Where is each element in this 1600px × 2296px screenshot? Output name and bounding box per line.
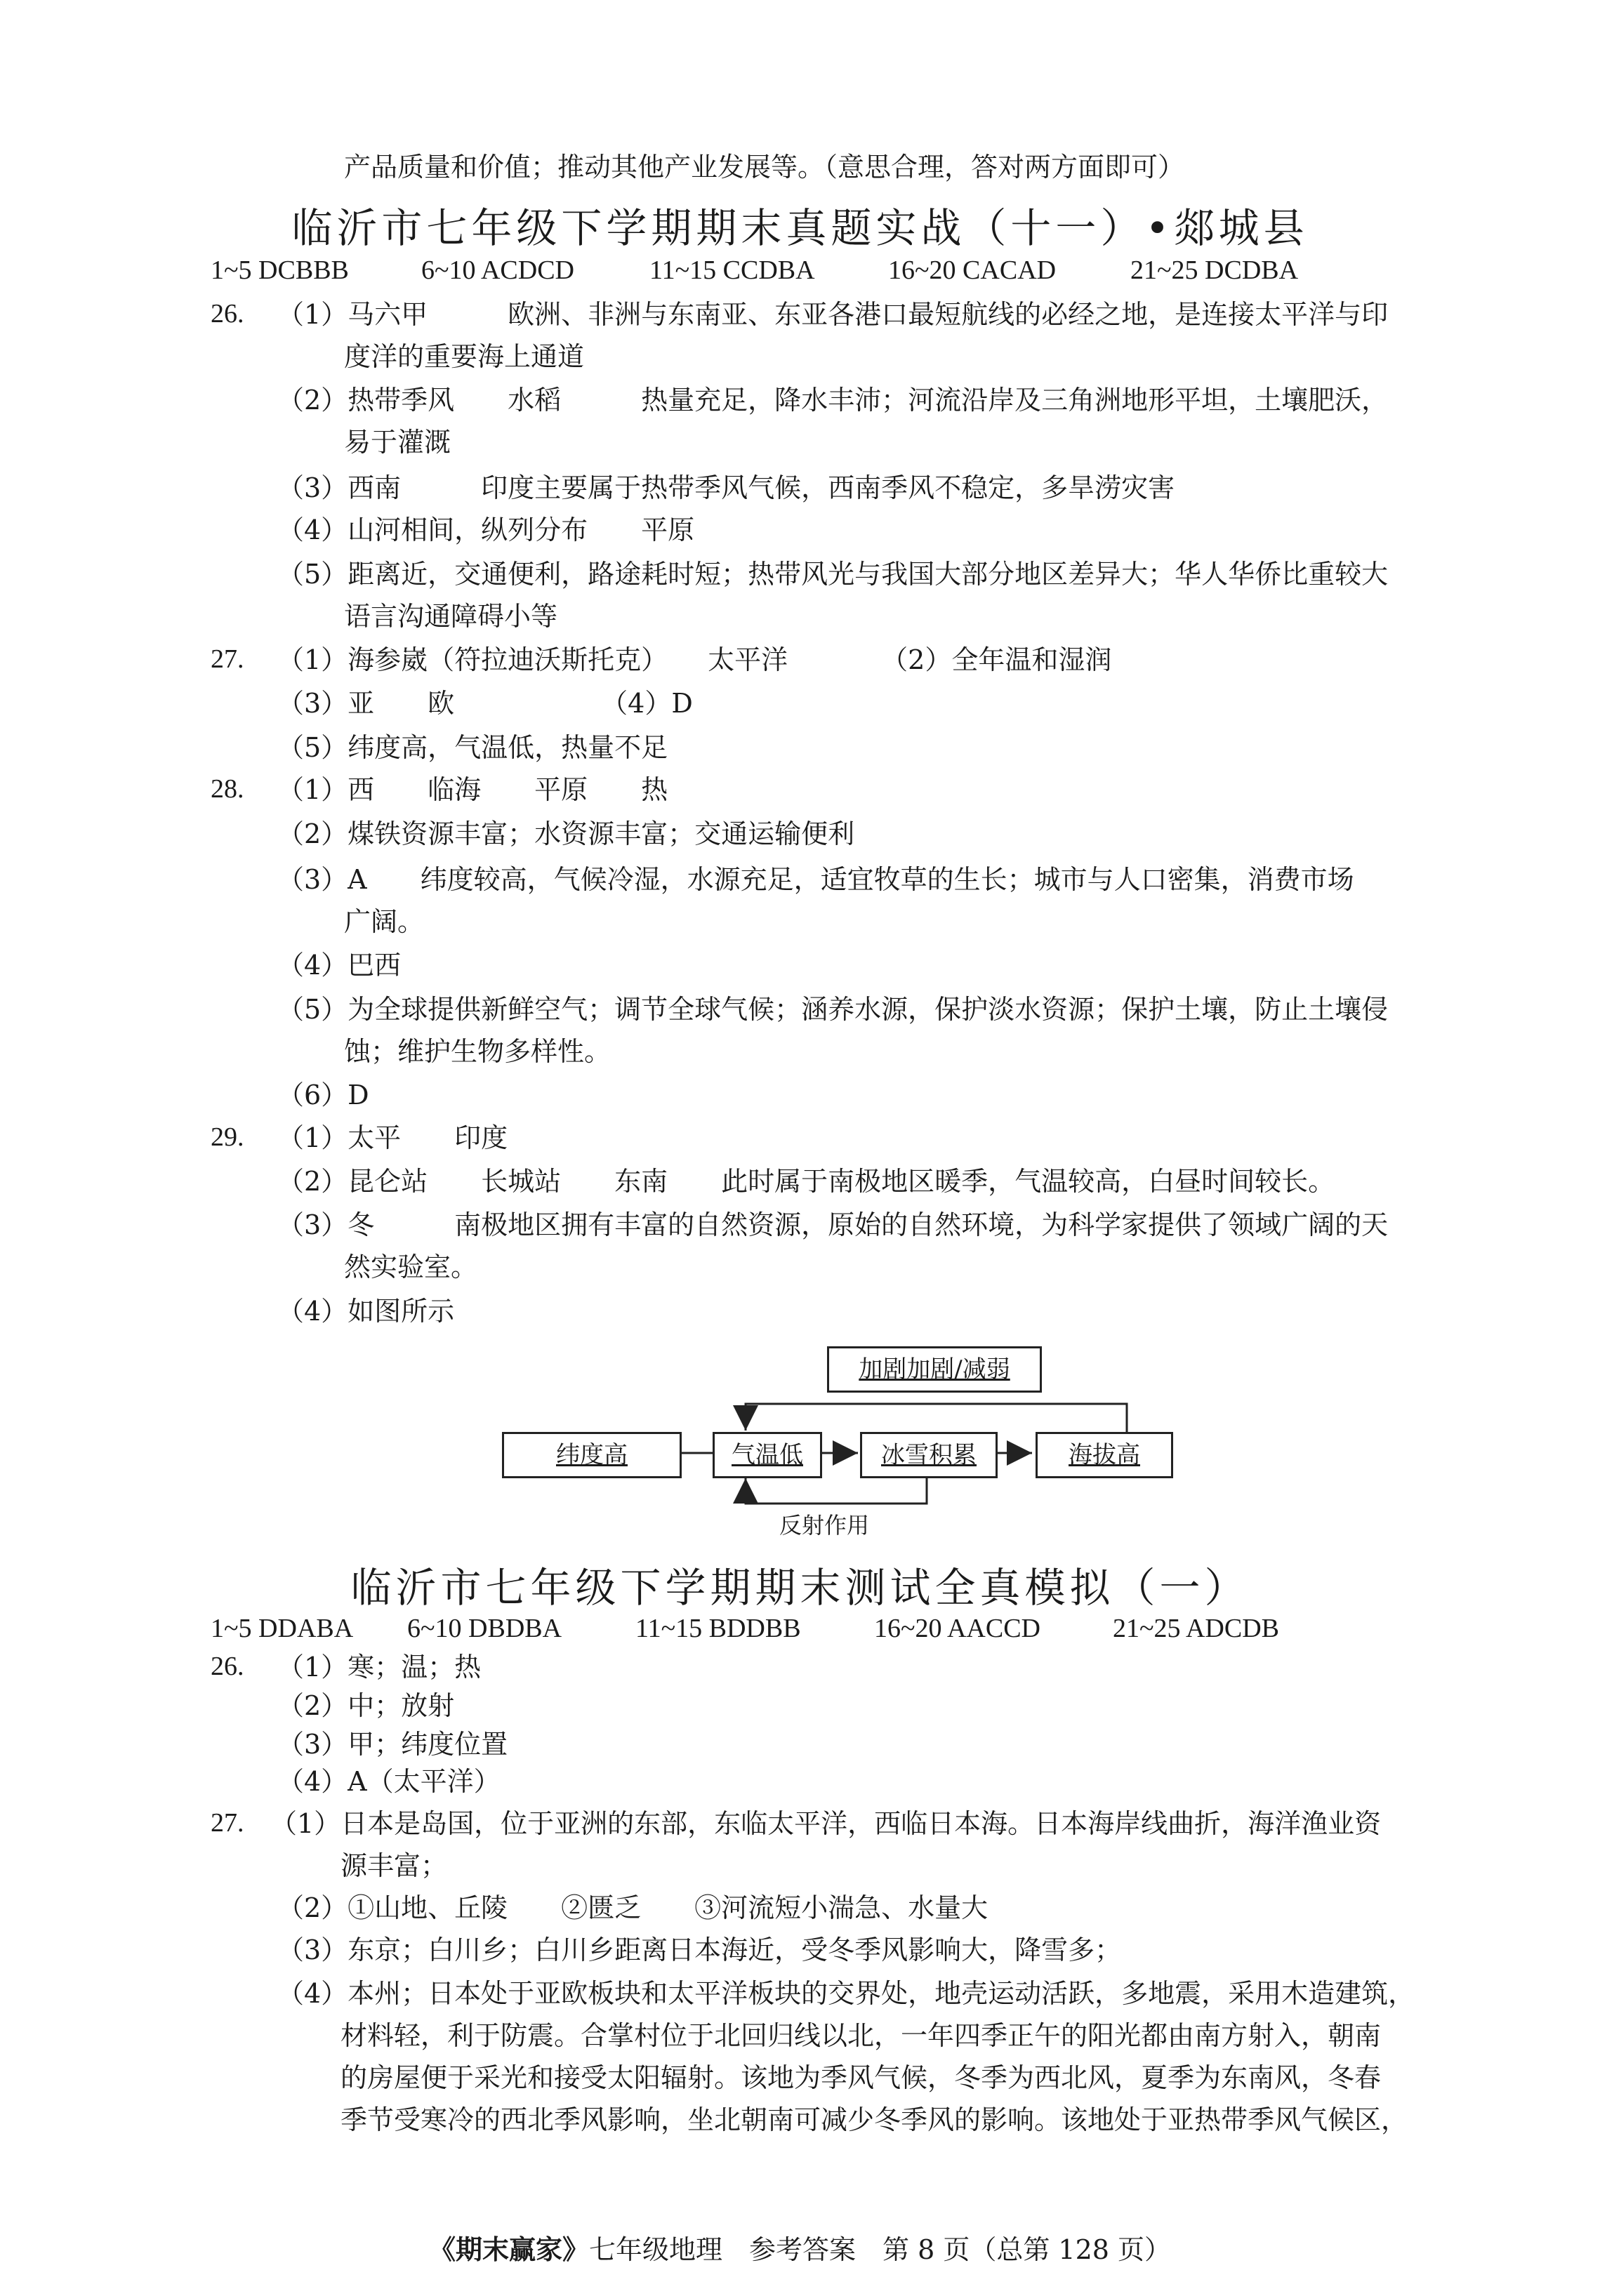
answer-line: （5）纬度高，气温低，热量不足 <box>277 732 668 763</box>
flow-diagram <box>491 1341 1179 1544</box>
answer-line: 季节受寒冷的西北季风影响，坐北朝南可减少冬季风的影响。该地处于亚热带季风气候区， <box>341 2104 1408 2135</box>
mc-group: 16~20 CACAD <box>888 256 1057 285</box>
answer-line: （5）距离近，交通便利，路途耗时短；热带风光与我国大部分地区差异大；华人华侨比重较大 <box>277 559 1389 590</box>
answer-line: （3）甲；纬度位置 <box>277 1729 508 1760</box>
answer-line: 语言沟通障碍小等 <box>344 601 558 632</box>
answer-line: （3）冬 南极地区拥有丰富的自然资源，原始的自然环境，为科学家提供了领域广阔的天 <box>277 1209 1389 1240</box>
diagram-top-box: 加剧加剧/减弱 <box>827 1346 1042 1393</box>
answer-line: （3）西南 印度主要属于热带季风气候，西南季风不稳定，多旱涝灾害 <box>277 472 1175 503</box>
answer-line: （1）海参崴（符拉迪沃斯托克） 太平洋 （2）全年温和湿润 <box>277 644 1112 675</box>
section1-title: 临沂市七年级下学期期末真题实战（十一）•郯城县 <box>291 204 1309 252</box>
answer-line: （2）中；放射 <box>277 1690 455 1721</box>
answer-line: （2）热带季风 水稻 热量充足，降水丰沛；河流沿岸及三角洲地形平坦，土壤肥沃， <box>277 385 1389 416</box>
answer-line: （5）为全球提供新鲜空气；调节全球气候；涵养水源，保护淡水资源；保护土壤，防止土壤侵 <box>277 994 1389 1025</box>
answer-line: （3）A 纬度较高，气候冷湿，水源充足，适宜牧草的生长；城市与人口密集，消费市场 <box>277 864 1354 895</box>
answer-line: （4）如图所示 <box>277 1296 455 1327</box>
answer-line: 易于灌溉 <box>344 427 451 458</box>
answer-line: （3）亚 欧 （4）D <box>277 688 693 719</box>
section2-title: 临沂市七年级下学期期末测试全真模拟（一） <box>350 1564 1250 1612</box>
answer-line: 的房屋便于采光和接受太阳辐射。该地为季风气候，冬季为西北风，夏季为东南风，冬春 <box>341 2062 1382 2093</box>
mc-group: 11~15 BDDBB <box>635 1614 801 1643</box>
answer-line: 度洋的重要海上通道 <box>344 341 585 372</box>
diagram-node: 冰雪积累 <box>860 1432 998 1478</box>
answer-line: （1）寒；温；热 <box>277 1652 482 1683</box>
answer-line: （4）巴西 <box>277 950 402 981</box>
mc-group: 11~15 CCDBA <box>649 256 815 285</box>
answer-line: （2）煤铁资源丰富；水资源丰富；交通运输便利 <box>277 818 855 849</box>
footer-page-info: 七年级地理 参考答案 第 8 页（总第 128 页） <box>588 2234 1172 2265</box>
question-number: 26. <box>211 299 244 329</box>
question-number: 27. <box>211 644 244 674</box>
answer-line: （3）东京；白川乡；白川乡距离日本海近，受冬季风影响大，降雪多； <box>277 1935 1122 1965</box>
answer-line: （4）山河相间，纵列分布 平原 <box>277 515 695 545</box>
mc-group: 21~25 ADCDB <box>1113 1614 1279 1643</box>
question-number: 29. <box>211 1122 244 1152</box>
mc-group: 1~5 DCBBB <box>211 256 349 285</box>
page-footer <box>0 2228 1600 2267</box>
answer-line: 材料轻，利于防震。合掌村位于北回归线以北，一年四季正午的阳光都由南方射入，朝南 <box>341 2020 1382 2051</box>
mc-group: 6~10 ACDCD <box>421 256 574 285</box>
diagram-bottom-label: 反射作用 <box>779 1512 870 1539</box>
answer-line: 然实验室。 <box>344 1252 478 1282</box>
top-line: 产品质量和价值；推动其他产业发展等。（意思合理，答对两方面即可） <box>344 152 1185 183</box>
answer-line: （6）D <box>277 1080 369 1110</box>
diagram-node: 纬度高 <box>502 1432 682 1478</box>
answer-line: （2）①山地、丘陵 ②匮乏 ③河流短小湍急、水量大 <box>277 1892 989 1923</box>
mc-group: 6~10 DBDBA <box>407 1614 562 1643</box>
answer-line: （2）昆仑站 长城站 东南 此时属于南极地区暖季，气温较高，白昼时间较长。 <box>277 1166 1335 1197</box>
diagram-node: 海拔高 <box>1036 1432 1173 1478</box>
answer-line: 广阔。 <box>344 906 425 937</box>
mc-group: 21~25 DCDBA <box>1130 256 1299 285</box>
question-number: 26. <box>211 1652 244 1681</box>
diagram-node: 气温低 <box>713 1432 822 1478</box>
answer-line: （1）西 临海 平原 热 <box>277 774 668 805</box>
mc-group: 16~20 AACCD <box>874 1614 1040 1643</box>
answer-line: 源丰富； <box>341 1850 448 1881</box>
answer-line: （1）太平 印度 <box>277 1122 508 1153</box>
answer-line: （1）日本是岛国，位于亚洲的东部，东临太平洋，西临日本海。日本海岸线曲折，海洋渔业资 <box>270 1808 1382 1839</box>
answer-line: （1）马六甲 欧洲、非洲与东南亚、东亚各港口最短航线的必经之地，是连接太平洋与印 <box>277 299 1389 330</box>
question-number: 27. <box>211 1808 244 1838</box>
answer-line: （4）A（太平洋） <box>277 1766 501 1797</box>
answer-line: （4）本州；日本处于亚欧板块和太平洋板块的交界处，地壳运动活跃，多地震，采用木造建筑， <box>277 1978 1415 2009</box>
answer-line: 蚀；维护生物多样性。 <box>344 1036 611 1067</box>
question-number: 28. <box>211 774 244 804</box>
mc-group: 1~5 DDABA <box>211 1614 354 1643</box>
footer-book-title: 《期末赢家》 <box>428 2234 589 2265</box>
